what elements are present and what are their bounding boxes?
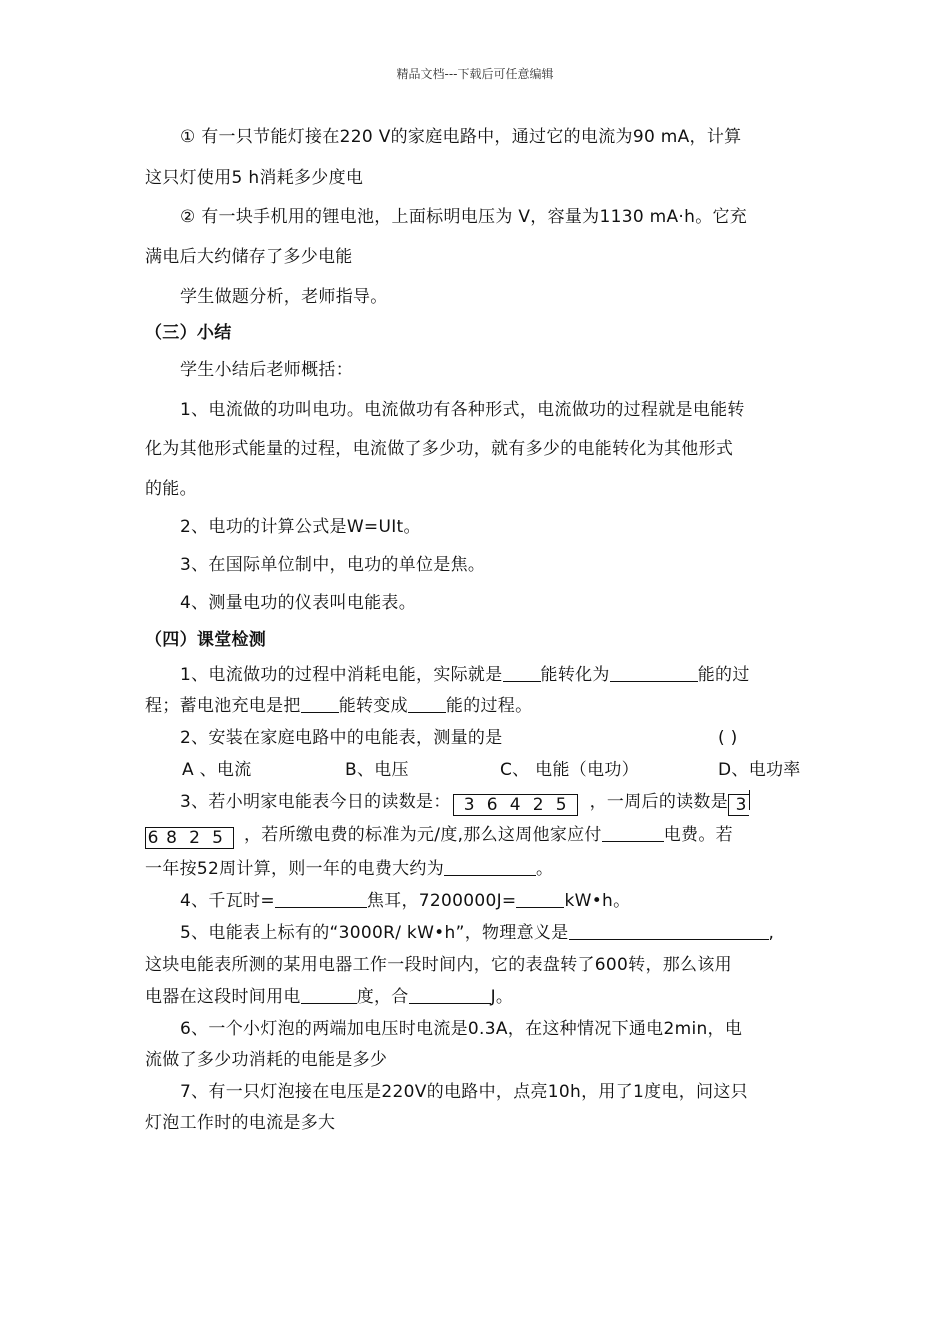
answer-blank[interactable] <box>516 889 564 908</box>
meter-digit: 6 <box>147 828 159 848</box>
q1-text-d: 程；蓄电池充电是把 <box>145 696 301 716</box>
answer-blank[interactable] <box>301 985 357 1004</box>
option-b[interactable]: B、电压 <box>345 760 409 780</box>
example-2-line-2: 满电后大约储存了多少电能 <box>145 247 353 267</box>
q5-text-f: J。 <box>490 987 514 1007</box>
summary-heading: （三）小结 <box>145 323 232 343</box>
test-question-4 <box>180 889 630 913</box>
q3-text-c: ，若所缴电费的标准为元/度,那么这周他家应付 <box>244 825 602 845</box>
q1-text-e: 能转变成 <box>338 696 408 716</box>
example-1-line-1: ① 有一只节能灯接在220 V的家庭电路中，通过它的电流为90 mA，计算 <box>180 127 742 147</box>
meter-digit: 5 <box>555 795 567 815</box>
test-question-6-line-2: 流做了多少功消耗的电能是多少 <box>145 1050 388 1070</box>
answer-blank[interactable] <box>408 694 446 713</box>
meter-digit: 3 <box>463 795 475 815</box>
q3-text-f: 。 <box>536 859 554 879</box>
summary-point-1-line-2: 化为其他形式能量的过程，电流做了多少功，就有多少的电能转化为其他形式 <box>145 439 734 459</box>
summary-point-1-line-3: 的能。 <box>145 479 197 499</box>
meter-digit: 6 <box>486 795 498 815</box>
summary-point-3: 3、在国际单位制中，电功的单位是焦。 <box>180 555 486 575</box>
meter-digit: 8 <box>166 828 177 848</box>
answer-blank[interactable] <box>610 663 698 682</box>
meter-digit: 2 <box>532 795 544 815</box>
test-question-3-line-3 <box>145 857 553 881</box>
q3-text-b: ，一周后的读数是 <box>589 792 729 812</box>
option-d[interactable]: D、电功率 <box>718 760 801 780</box>
answer-blank[interactable] <box>444 857 536 876</box>
test-question-6-line-1: 6、一个小灯泡的两端加电压时电流是0.3A，在这种情况下通电2min，电 <box>180 1019 743 1039</box>
answer-blank[interactable] <box>503 663 541 682</box>
test-question-1-line-2 <box>145 694 532 718</box>
test-question-5-line-2: 这块电能表所测的某用电器工作一段时间内，它的表盘转了600转，那么该用 <box>145 955 732 975</box>
meter-reading-week-later-end <box>145 827 234 849</box>
test-question-2: 2、安装在家庭电路中的电能表，测量的是 <box>180 728 503 748</box>
q5-text-b: , <box>768 923 775 943</box>
meter-digit: 4 <box>509 795 521 815</box>
page-header: 精品文档---下载后可任意编辑 <box>396 67 554 81</box>
example-2-line-1: ② 有一块手机用的锂电池，上面标明电压为 V，容量为1130 mA·h。它充 <box>180 207 748 227</box>
answer-parentheses: ( ) <box>718 728 738 748</box>
q1-text-f: 能的过程。 <box>445 696 533 716</box>
q5-text-d: 电器在这段时间用电 <box>145 987 301 1007</box>
answer-blank[interactable] <box>409 985 491 1004</box>
meter-reading-today <box>453 794 578 816</box>
summary-point-2: 2、电功的计算公式是W=UIt。 <box>180 517 421 537</box>
test-question-7-line-1: 7、有一只灯泡接在电压是220V的电路中，点亮10h，用了1度电，问这只 <box>180 1082 748 1102</box>
q5-text-a: 5、电能表上标有的“3000R/ kW•h”，物理意义是 <box>180 923 569 943</box>
summary-point-1-line-1: 1、电流做的功叫电功。电流做功有各种形式，电流做功的过程就是电能转 <box>180 400 745 420</box>
q3-text-d: 电费。若 <box>663 825 733 845</box>
summary-point-4: 4、测量电功的仪表叫电能表。 <box>180 593 417 613</box>
q5-text-e: 度，合 <box>356 987 409 1007</box>
q4-text-a: 4、千瓦时= <box>180 891 275 911</box>
example-note: 学生做题分析，老师指导。 <box>180 287 388 307</box>
example-1-line-2: 这只灯使用5 h消耗多少度电 <box>145 168 364 188</box>
q1-text-a: 1、电流做功的过程中消耗电能，实际就是 <box>180 665 503 685</box>
q3-text-e: 一年按52周计算，则一年的电费大约为 <box>145 859 445 879</box>
answer-blank[interactable] <box>275 889 367 908</box>
option-a[interactable]: A 、电流 <box>182 760 252 780</box>
test-question-3-line-1 <box>180 790 750 816</box>
answer-blank[interactable] <box>301 694 339 713</box>
answer-blank[interactable] <box>569 921 769 940</box>
meter-digit: 2 <box>189 828 200 848</box>
meter-digit: 5 <box>212 828 223 848</box>
q4-text-b: 焦耳，7200000J= <box>366 891 517 911</box>
answer-blank[interactable] <box>602 823 664 842</box>
meter-digit: 3 <box>735 795 747 815</box>
meter-reading-week-later-start <box>728 794 749 816</box>
q1-text-b: 能转化为 <box>540 665 610 685</box>
test-question-7-line-2: 灯泡工作时的电流是多大 <box>145 1113 336 1133</box>
q1-text-c: 能的过 <box>697 665 750 685</box>
test-question-3-line-2 <box>145 823 733 849</box>
test-heading: （四）课堂检测 <box>145 630 267 650</box>
option-c[interactable]: C、 电能（电功） <box>500 760 639 780</box>
q4-text-c: kW•h。 <box>564 891 631 911</box>
summary-intro: 学生小结后老师概括： <box>180 360 353 380</box>
test-question-1-line-1 <box>180 663 750 687</box>
q3-text-a: 3、若小明家电能表今日的读数是： <box>180 792 451 812</box>
test-question-5-line-1 <box>180 921 774 945</box>
test-question-5-line-3 <box>145 985 513 1009</box>
